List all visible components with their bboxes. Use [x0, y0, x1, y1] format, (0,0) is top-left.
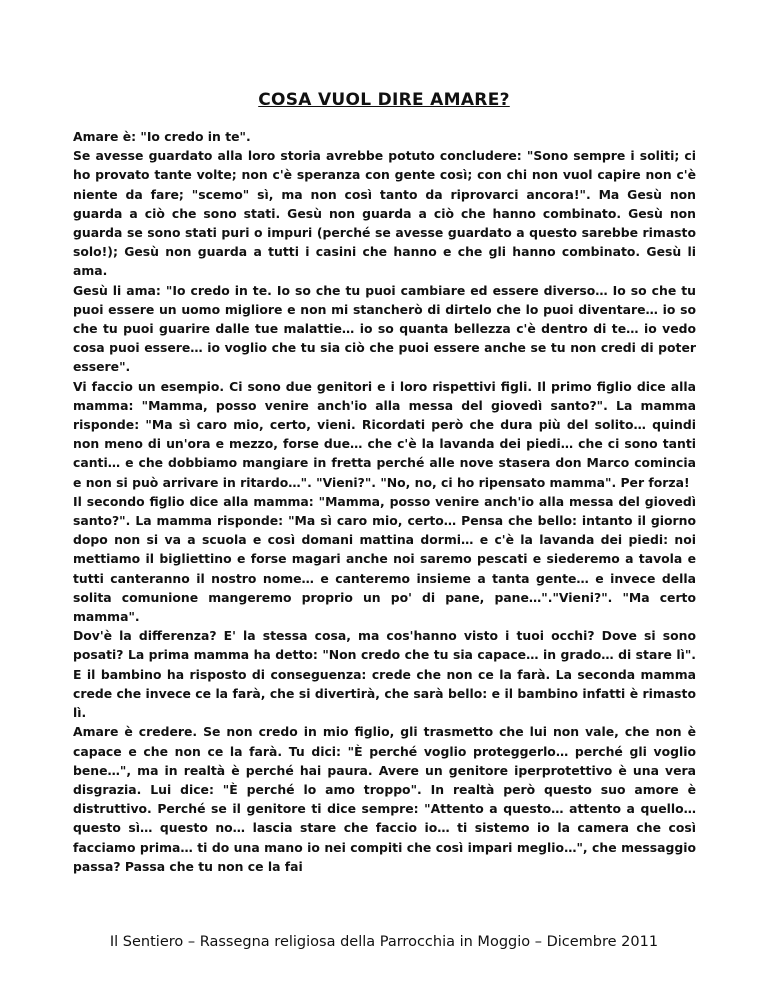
paragraph: Il secondo figlio dice alla mamma: "Mamma, posso venire anch'io alla messa del giovedì santo?". La mamma risponde: "Ma sì caro mio, certo… Pensa che bello: intanto il giorno dopo non si va a scuola e così domani mattina dormi… e c'è la lavanda dei piedi: noi mettiamo il bigliettino e forse magari anche noi saremo pescati e siederemo a tavola e tutti canteranno il nostro nome… e canteremo insieme a tanta gente… e invece della solita comunione mangeremo proprio un po' di pane, pane…"."Vieni?". "Ma certo mamma". — [73, 493, 696, 625]
paragraph: Amare è credere. Se non credo in mio figlio, gli trasmetto che lui non vale, che non è capace e che non ce la farà. Tu dici: "È perché voglio proteggerlo… perché gli voglio bene…", ma in realtà è perché hai paura. Avere un genitore iperprotettivo è una vera disgrazia. Lui dice: "È perché lo amo troppo". In realtà però questo suo amore è distruttivo. Perché se il genitore ti dice sempre: "Attento a questo… attento a quello… questo sì… questo no… lascia stare che faccio io… ti sistemo io la camera che così facciamo prima… ti do una mano io nei compiti che così impari meglio…", che messaggio passa? Passa che tu non ce la fai — [73, 724, 696, 874]
paragraph: Vi faccio un esempio. Ci sono due genitori e i loro rispettivi figli. Il primo figlio dice alla mamma: "Mamma, posso venire anch'io alla messa del giovedì santo?". La mamma risponde: "Ma sì caro mio, certo, vieni. Ricordati però che dura più del solito… quindi non meno di un'ora e mezzo, forse due… che c'è la lavanda dei piedi… che ci sono tanti canti… e che dobbiamo mangiare in fretta perché alle nove stasera don Marco comincia e non si può arrivare in ritardo…". "Vieni?". "No, no, ci ho ripensato mamma". Per forza! — [73, 378, 696, 490]
page-footer: Il Sentiero – Rassegna religiosa della Parrocchia in Moggio – Dicembre 2011 — [109, 934, 659, 950]
paragraph: Se avesse guardato alla loro storia avrebbe potuto concludere: "Sono sempre i soliti; ci ho provato tante volte; non c'è speranza con gente così; con chi non vuol capire non c'è niente da fare; "scemo" sì, ma non così tanto da riprovarci ancora!". Ma Gesù non guarda a ciò che sono stati. Gesù non guarda a ciò che hanno combinato. Gesù non guarda se sono stati puri o impuri (perché se avesse guardato a questo sarebbe rimasto solo!); Gesù non guarda a tutti i casini che hanno e che gli hanno combinato. Gesù li ama. — [73, 148, 696, 279]
paragraph: Gesù li ama: "Io credo in te. Io so che tu puoi cambiare ed essere diverso… Io so che tu puoi essere un uomo migliore e non mi stancherò di dirtelo che lo puoi diventare… io so che tu puoi guarire dalle tue malattie… io so quanta bellezza c'è dentro di te… io vedo cosa puoi essere… io voglio che tu sia ciò che puoi essere anche se tu non credi di poter essere". — [73, 282, 696, 375]
page-title: COSA VUOL DIRE AMARE? — [258, 90, 510, 110]
paragraph: Dov'è la differenza? E' la stessa cosa, ma cos'hanno visto i tuoi occhi? Dove si sono posati? La prima mamma ha detto: "Non credo che tu sia capace… in grado… di stare lì". E il bambino ha risposto di conseguenza: crede che non ce la farà. La seconda mamma crede che invece ce la farà, che si divertirà, che sarà bello: e il bambino infatti è rimasto lì. — [73, 628, 696, 721]
article-body — [73, 127, 696, 876]
paragraph: Amare è: "Io credo in te". — [73, 129, 251, 144]
